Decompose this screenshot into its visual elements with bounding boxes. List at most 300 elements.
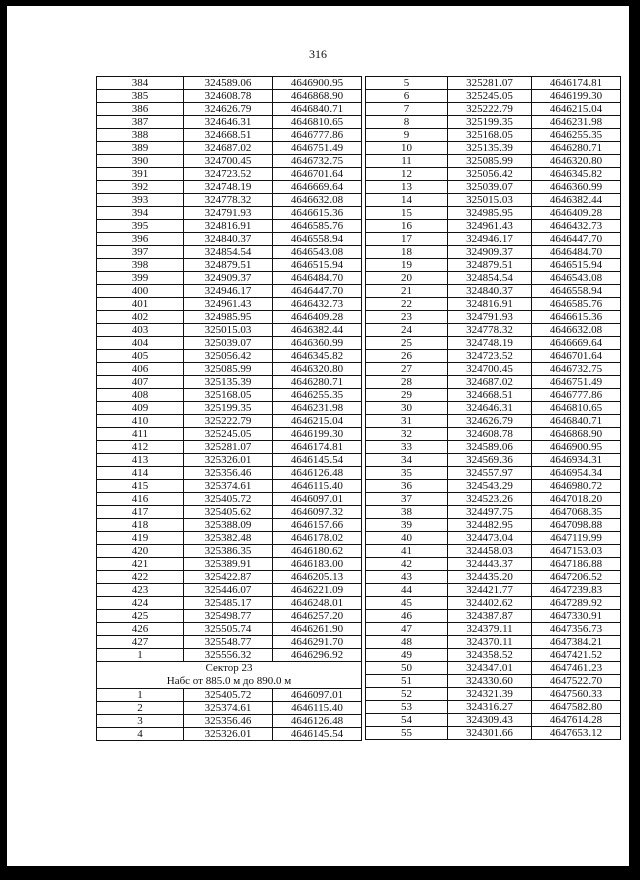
table-row — [366, 584, 621, 597]
point-number-cell: 425 — [97, 610, 184, 623]
y-coordinate-cell: 4646205.13 — [273, 571, 362, 584]
point-number-cell: 17 — [366, 233, 448, 246]
table-row — [366, 519, 621, 532]
table-row — [97, 689, 362, 702]
table-row — [97, 129, 362, 142]
point-number-cell: 21 — [366, 285, 448, 298]
y-coordinate-cell: 4647153.03 — [532, 545, 621, 558]
point-number-cell: 4 — [97, 728, 184, 741]
table-row — [97, 597, 362, 610]
y-coordinate-cell: 4647206.52 — [532, 571, 621, 584]
x-coordinate-cell: 325326.01 — [184, 728, 273, 741]
y-coordinate-cell: 4646558.94 — [532, 285, 621, 298]
point-number-cell: 53 — [366, 701, 448, 714]
point-number-cell: 389 — [97, 142, 184, 155]
y-coordinate-cell: 4646669.64 — [273, 181, 362, 194]
point-number-cell: 8 — [366, 116, 448, 129]
point-number-cell: 7 — [366, 103, 448, 116]
y-coordinate-cell: 4646751.49 — [273, 142, 362, 155]
y-coordinate-cell: 4646777.86 — [273, 129, 362, 142]
sector-subtitle: Набс от 885.0 м до 890.0 м — [97, 675, 362, 689]
point-number-cell: 30 — [366, 402, 448, 415]
table-row — [366, 493, 621, 506]
point-number-cell: 51 — [366, 675, 448, 688]
point-number-cell: 43 — [366, 571, 448, 584]
y-coordinate-cell: 4647239.83 — [532, 584, 621, 597]
x-coordinate-cell: 324879.51 — [184, 259, 273, 272]
point-number-cell: 399 — [97, 272, 184, 285]
y-coordinate-cell: 4646409.28 — [532, 207, 621, 220]
point-number-cell: 13 — [366, 181, 448, 194]
table-row — [366, 220, 621, 233]
table-row — [97, 103, 362, 116]
y-coordinate-cell: 4646296.92 — [273, 649, 362, 662]
table-row — [97, 558, 362, 571]
point-number-cell: 406 — [97, 363, 184, 376]
x-coordinate-cell: 324316.27 — [448, 701, 532, 714]
table-row — [97, 493, 362, 506]
x-coordinate-cell: 324435.20 — [448, 571, 532, 584]
x-coordinate-cell: 324909.37 — [184, 272, 273, 285]
point-number-cell: 24 — [366, 324, 448, 337]
x-coordinate-cell: 324387.87 — [448, 610, 532, 623]
point-number-cell: 49 — [366, 649, 448, 662]
point-number-cell: 391 — [97, 168, 184, 181]
table-row — [366, 181, 621, 194]
point-number-cell: 409 — [97, 402, 184, 415]
table-row — [97, 233, 362, 246]
point-number-cell: 387 — [97, 116, 184, 129]
table-row — [97, 415, 362, 428]
table-row — [97, 428, 362, 441]
y-coordinate-cell: 4647653.12 — [532, 727, 621, 740]
table-row — [97, 402, 362, 415]
y-coordinate-cell: 4646934.31 — [532, 454, 621, 467]
x-coordinate-cell: 324909.37 — [448, 246, 532, 259]
x-coordinate-cell: 324626.79 — [448, 415, 532, 428]
point-number-cell: 416 — [97, 493, 184, 506]
x-coordinate-cell: 325498.77 — [184, 610, 273, 623]
x-coordinate-cell: 324347.01 — [448, 662, 532, 675]
point-number-cell: 411 — [97, 428, 184, 441]
point-number-cell: 14 — [366, 194, 448, 207]
y-coordinate-cell: 4646174.81 — [532, 77, 621, 90]
point-number-cell: 390 — [97, 155, 184, 168]
point-number-cell: 408 — [97, 389, 184, 402]
y-coordinate-cell: 4647522.70 — [532, 675, 621, 688]
x-coordinate-cell: 324473.04 — [448, 532, 532, 545]
x-coordinate-cell: 324723.52 — [184, 168, 273, 181]
y-coordinate-cell: 4646669.64 — [532, 337, 621, 350]
x-coordinate-cell: 324700.45 — [184, 155, 273, 168]
table-row — [97, 623, 362, 636]
table-row — [366, 77, 621, 90]
y-coordinate-cell: 4646215.04 — [532, 103, 621, 116]
x-coordinate-cell: 324301.66 — [448, 727, 532, 740]
y-coordinate-cell: 4646360.99 — [532, 181, 621, 194]
table-row — [366, 597, 621, 610]
x-coordinate-cell: 324608.78 — [448, 428, 532, 441]
point-number-cell: 11 — [366, 155, 448, 168]
x-coordinate-cell: 324748.19 — [184, 181, 273, 194]
table-row — [366, 454, 621, 467]
y-coordinate-cell: 4646632.08 — [532, 324, 621, 337]
y-coordinate-cell: 4646543.08 — [532, 272, 621, 285]
table-row — [366, 480, 621, 493]
y-coordinate-cell: 4647614.28 — [532, 714, 621, 727]
x-coordinate-cell: 325039.07 — [448, 181, 532, 194]
point-number-cell: 6 — [366, 90, 448, 103]
y-coordinate-cell: 4646484.70 — [532, 246, 621, 259]
table-row — [366, 402, 621, 415]
point-number-cell: 400 — [97, 285, 184, 298]
x-coordinate-cell: 325485.17 — [184, 597, 273, 610]
table-row — [97, 728, 362, 741]
y-coordinate-cell: 4646097.01 — [273, 493, 362, 506]
x-coordinate-cell: 325245.05 — [184, 428, 273, 441]
table-row — [366, 129, 621, 142]
table-row — [97, 636, 362, 649]
y-coordinate-cell: 4646615.36 — [273, 207, 362, 220]
y-coordinate-cell: 4646126.48 — [273, 467, 362, 480]
point-number-cell: 31 — [366, 415, 448, 428]
table-row — [97, 181, 362, 194]
x-coordinate-cell: 325356.46 — [184, 715, 273, 728]
point-number-cell: 384 — [97, 77, 184, 90]
point-number-cell: 404 — [97, 337, 184, 350]
y-coordinate-cell: 4647356.73 — [532, 623, 621, 636]
x-coordinate-cell: 325405.72 — [184, 689, 273, 702]
x-coordinate-cell: 324946.17 — [184, 285, 273, 298]
point-number-cell: 38 — [366, 506, 448, 519]
y-coordinate-cell: 4647560.33 — [532, 688, 621, 701]
x-coordinate-cell: 324309.43 — [448, 714, 532, 727]
x-coordinate-cell: 324402.62 — [448, 597, 532, 610]
point-number-cell: 18 — [366, 246, 448, 259]
table-row — [366, 467, 621, 480]
x-coordinate-cell: 324646.31 — [448, 402, 532, 415]
point-number-cell: 22 — [366, 298, 448, 311]
table-row — [97, 702, 362, 715]
table-row — [366, 662, 621, 675]
point-number-cell: 2 — [97, 702, 184, 715]
point-number-cell: 10 — [366, 142, 448, 155]
point-number-cell: 412 — [97, 441, 184, 454]
table-row — [366, 571, 621, 584]
point-number-cell: 55 — [366, 727, 448, 740]
x-coordinate-cell: 324723.52 — [448, 350, 532, 363]
x-coordinate-cell: 324748.19 — [448, 337, 532, 350]
table-row — [366, 168, 621, 181]
table-row — [97, 324, 362, 337]
y-coordinate-cell: 4646382.44 — [532, 194, 621, 207]
y-coordinate-cell: 4647018.20 — [532, 493, 621, 506]
table-row — [366, 701, 621, 714]
table-row — [366, 103, 621, 116]
y-coordinate-cell: 4646868.90 — [273, 90, 362, 103]
y-coordinate-cell: 4646585.76 — [273, 220, 362, 233]
point-number-cell: 32 — [366, 428, 448, 441]
point-number-cell: 37 — [366, 493, 448, 506]
x-coordinate-cell: 324961.43 — [448, 220, 532, 233]
x-coordinate-cell: 325388.09 — [184, 519, 273, 532]
point-number-cell: 15 — [366, 207, 448, 220]
x-coordinate-cell: 325135.39 — [448, 142, 532, 155]
y-coordinate-cell: 4646432.73 — [532, 220, 621, 233]
point-number-cell: 413 — [97, 454, 184, 467]
point-number-cell: 36 — [366, 480, 448, 493]
table-row — [366, 506, 621, 519]
point-number-cell: 16 — [366, 220, 448, 233]
point-number-cell: 402 — [97, 311, 184, 324]
x-coordinate-cell: 324840.37 — [448, 285, 532, 298]
point-number-cell: 45 — [366, 597, 448, 610]
y-coordinate-cell: 4646701.64 — [273, 168, 362, 181]
y-coordinate-cell: 4647098.88 — [532, 519, 621, 532]
table-row — [97, 649, 362, 662]
point-number-cell: 421 — [97, 558, 184, 571]
y-coordinate-cell: 4646701.64 — [532, 350, 621, 363]
table-row — [366, 285, 621, 298]
table-row — [97, 363, 362, 376]
x-coordinate-cell: 324961.43 — [184, 298, 273, 311]
table-row — [97, 454, 362, 467]
point-number-cell: 419 — [97, 532, 184, 545]
point-number-cell: 1 — [97, 649, 184, 662]
table-row — [97, 194, 362, 207]
y-coordinate-cell: 4646199.30 — [273, 428, 362, 441]
table-row — [366, 428, 621, 441]
table-row — [366, 207, 621, 220]
x-coordinate-cell: 325222.79 — [448, 103, 532, 116]
table-row — [97, 715, 362, 728]
point-number-cell: 405 — [97, 350, 184, 363]
table-row — [366, 142, 621, 155]
y-coordinate-cell: 4646231.98 — [532, 116, 621, 129]
x-coordinate-cell: 324791.93 — [184, 207, 273, 220]
y-coordinate-cell: 4646115.40 — [273, 480, 362, 493]
point-number-cell: 5 — [366, 77, 448, 90]
point-number-cell: 33 — [366, 441, 448, 454]
x-coordinate-cell: 324358.52 — [448, 649, 532, 662]
point-number-cell: 34 — [366, 454, 448, 467]
x-coordinate-cell: 325556.32 — [184, 649, 273, 662]
y-coordinate-cell: 4646221.09 — [273, 584, 362, 597]
point-number-cell: 418 — [97, 519, 184, 532]
y-coordinate-cell: 4646115.40 — [273, 702, 362, 715]
y-coordinate-cell: 4646447.70 — [273, 285, 362, 298]
y-coordinate-cell: 4646632.08 — [273, 194, 362, 207]
y-coordinate-cell: 4646180.62 — [273, 545, 362, 558]
x-coordinate-cell: 324608.78 — [184, 90, 273, 103]
x-coordinate-cell: 325326.01 — [184, 454, 273, 467]
table-row — [366, 155, 621, 168]
table-row — [366, 532, 621, 545]
table-row — [366, 337, 621, 350]
point-number-cell: 401 — [97, 298, 184, 311]
x-coordinate-cell: 324778.32 — [448, 324, 532, 337]
x-coordinate-cell: 325356.46 — [184, 467, 273, 480]
x-coordinate-cell: 324985.95 — [184, 311, 273, 324]
x-coordinate-cell: 324687.02 — [448, 376, 532, 389]
y-coordinate-cell: 4646840.71 — [273, 103, 362, 116]
x-coordinate-cell: 325405.62 — [184, 506, 273, 519]
table-row — [366, 350, 621, 363]
point-number-cell: 42 — [366, 558, 448, 571]
y-coordinate-cell: 4646732.75 — [532, 363, 621, 376]
table-row — [97, 545, 362, 558]
y-coordinate-cell: 4646178.02 — [273, 532, 362, 545]
table-row — [366, 90, 621, 103]
point-number-cell: 52 — [366, 688, 448, 701]
point-number-cell: 396 — [97, 233, 184, 246]
y-coordinate-cell: 4646840.71 — [532, 415, 621, 428]
table-row — [97, 350, 362, 363]
x-coordinate-cell: 325039.07 — [184, 337, 273, 350]
point-number-cell: 392 — [97, 181, 184, 194]
point-number-cell: 385 — [97, 90, 184, 103]
sector-subtitle-row — [97, 675, 362, 689]
y-coordinate-cell: 4646174.81 — [273, 441, 362, 454]
table-row — [366, 714, 621, 727]
table-row — [366, 298, 621, 311]
y-coordinate-cell: 4646248.01 — [273, 597, 362, 610]
table-row — [366, 675, 621, 688]
table-row — [97, 168, 362, 181]
point-number-cell: 9 — [366, 129, 448, 142]
x-coordinate-cell: 324589.06 — [448, 441, 532, 454]
x-coordinate-cell: 325168.05 — [448, 129, 532, 142]
y-coordinate-cell: 4647289.92 — [532, 597, 621, 610]
x-coordinate-cell: 324557.97 — [448, 467, 532, 480]
point-number-cell: 424 — [97, 597, 184, 610]
x-coordinate-cell: 324458.03 — [448, 545, 532, 558]
point-number-cell: 48 — [366, 636, 448, 649]
table-row — [366, 116, 621, 129]
x-coordinate-cell: 324569.36 — [448, 454, 532, 467]
point-number-cell: 397 — [97, 246, 184, 259]
table-row — [97, 571, 362, 584]
x-coordinate-cell: 324497.75 — [448, 506, 532, 519]
x-coordinate-cell: 324482.95 — [448, 519, 532, 532]
x-coordinate-cell: 324791.93 — [448, 311, 532, 324]
point-number-cell: 415 — [97, 480, 184, 493]
table-row — [97, 389, 362, 402]
y-coordinate-cell: 4646432.73 — [273, 298, 362, 311]
point-number-cell: 394 — [97, 207, 184, 220]
page-number: 316 — [309, 47, 327, 61]
x-coordinate-cell: 325085.99 — [184, 363, 273, 376]
x-coordinate-cell: 325374.61 — [184, 702, 273, 715]
coordinates-table-left — [96, 76, 362, 741]
x-coordinate-cell: 324379.11 — [448, 623, 532, 636]
point-number-cell: 41 — [366, 545, 448, 558]
x-coordinate-cell: 325422.87 — [184, 571, 273, 584]
table-row — [97, 207, 362, 220]
x-coordinate-cell: 324626.79 — [184, 103, 273, 116]
x-coordinate-cell: 324668.51 — [448, 389, 532, 402]
y-coordinate-cell: 4647421.52 — [532, 649, 621, 662]
point-number-cell: 3 — [97, 715, 184, 728]
y-coordinate-cell: 4646255.35 — [273, 389, 362, 402]
point-number-cell: 407 — [97, 376, 184, 389]
y-coordinate-cell: 4646157.66 — [273, 519, 362, 532]
x-coordinate-cell: 325281.07 — [448, 77, 532, 90]
table-row — [97, 220, 362, 233]
table-row — [97, 90, 362, 103]
point-number-cell: 50 — [366, 662, 448, 675]
table-row — [366, 272, 621, 285]
point-number-cell: 39 — [366, 519, 448, 532]
table-row — [97, 272, 362, 285]
table-row — [366, 441, 621, 454]
point-number-cell: 12 — [366, 168, 448, 181]
y-coordinate-cell: 4646484.70 — [273, 272, 362, 285]
table-row — [97, 142, 362, 155]
y-coordinate-cell: 4646409.28 — [273, 311, 362, 324]
x-coordinate-cell: 325135.39 — [184, 376, 273, 389]
point-number-cell: 47 — [366, 623, 448, 636]
y-coordinate-cell: 4647384.21 — [532, 636, 621, 649]
table-row — [97, 506, 362, 519]
point-number-cell: 46 — [366, 610, 448, 623]
y-coordinate-cell: 4646345.82 — [273, 350, 362, 363]
point-number-cell: 410 — [97, 415, 184, 428]
coordinates-table-right — [365, 76, 621, 740]
table-row — [366, 545, 621, 558]
table-row — [97, 259, 362, 272]
point-number-cell: 54 — [366, 714, 448, 727]
table-row — [366, 415, 621, 428]
x-coordinate-cell: 325056.42 — [184, 350, 273, 363]
y-coordinate-cell: 4647461.23 — [532, 662, 621, 675]
x-coordinate-cell: 324700.45 — [448, 363, 532, 376]
y-coordinate-cell: 4646231.98 — [273, 402, 362, 415]
table-row — [97, 610, 362, 623]
point-number-cell: 29 — [366, 389, 448, 402]
y-coordinate-cell: 4646280.71 — [273, 376, 362, 389]
y-coordinate-cell: 4646900.95 — [532, 441, 621, 454]
y-coordinate-cell: 4646183.00 — [273, 558, 362, 571]
table-row — [366, 610, 621, 623]
table-row — [366, 558, 621, 571]
point-number-cell: 1 — [97, 689, 184, 702]
y-coordinate-cell: 4646954.34 — [532, 467, 621, 480]
x-coordinate-cell: 325168.05 — [184, 389, 273, 402]
y-coordinate-cell: 4646145.54 — [273, 454, 362, 467]
table-row — [366, 623, 621, 636]
point-number-cell: 388 — [97, 129, 184, 142]
point-number-cell: 403 — [97, 324, 184, 337]
x-coordinate-cell: 324443.37 — [448, 558, 532, 571]
point-number-cell: 422 — [97, 571, 184, 584]
y-coordinate-cell: 4646145.54 — [273, 728, 362, 741]
table-row — [97, 285, 362, 298]
point-number-cell: 25 — [366, 337, 448, 350]
y-coordinate-cell: 4646810.65 — [273, 116, 362, 129]
x-coordinate-cell: 324543.29 — [448, 480, 532, 493]
y-coordinate-cell: 4646257.20 — [273, 610, 362, 623]
x-coordinate-cell: 325015.03 — [184, 324, 273, 337]
y-coordinate-cell: 4646777.86 — [532, 389, 621, 402]
sector-header-row — [97, 662, 362, 676]
table-row — [97, 441, 362, 454]
table-row — [97, 116, 362, 129]
y-coordinate-cell: 4647582.80 — [532, 701, 621, 714]
x-coordinate-cell: 325056.42 — [448, 168, 532, 181]
table-row — [366, 194, 621, 207]
x-coordinate-cell: 325085.99 — [448, 155, 532, 168]
